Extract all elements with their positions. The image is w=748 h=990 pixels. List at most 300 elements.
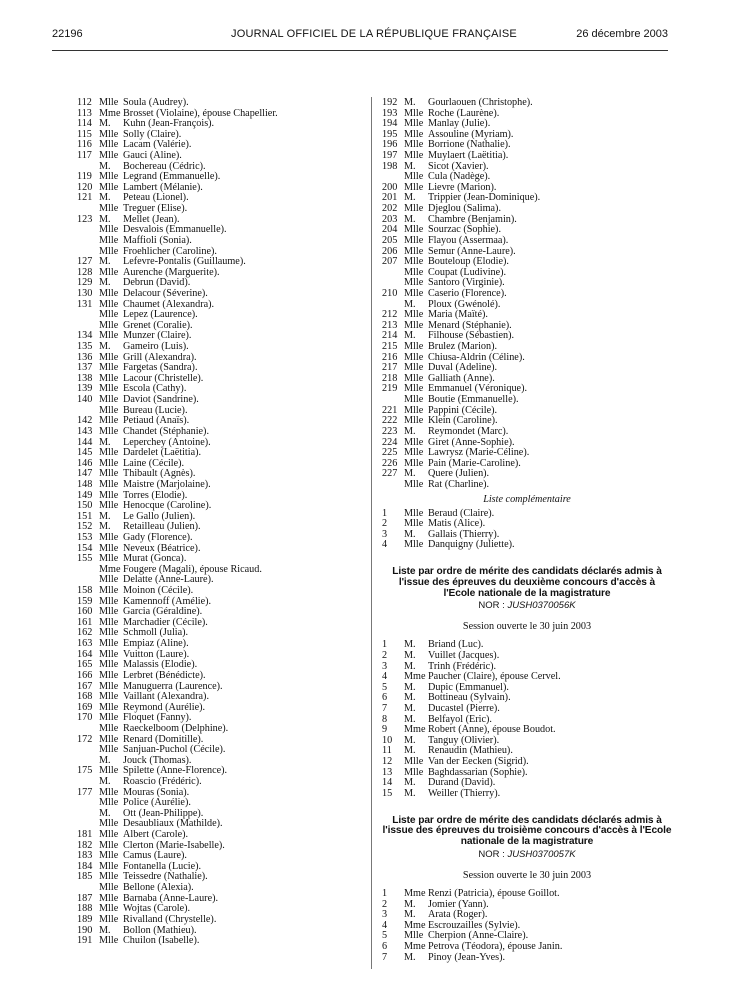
- list-item: [382, 778, 672, 789]
- rank-number: 223: [382, 425, 398, 437]
- candidate-name: Manuguerra (Laurence).: [123, 680, 223, 692]
- rank-number: 148: [77, 478, 93, 490]
- civility-title: Mlle: [99, 415, 119, 427]
- rank-number: 163: [77, 638, 93, 650]
- list-item: [78, 225, 363, 236]
- rank-number: 172: [77, 733, 93, 745]
- civility-title: M.: [404, 528, 416, 540]
- list-item: [78, 183, 363, 194]
- nor-code: JUSH0370056K: [507, 600, 576, 612]
- civility-title: Mlle: [99, 850, 119, 862]
- candidate-name: Fargetas (Sandra).: [123, 362, 198, 374]
- candidate-name: Ducastel (Pierre).: [428, 703, 500, 715]
- rank-number: 215: [382, 341, 398, 353]
- header-rule: [52, 50, 668, 51]
- list-item: [382, 683, 672, 694]
- list-item: [382, 519, 672, 530]
- rank-number: [382, 268, 404, 279]
- list-item: [382, 900, 672, 911]
- list-item: [78, 682, 363, 693]
- rank-number: 140: [77, 394, 93, 406]
- civility-title: Mlle: [99, 500, 119, 512]
- list-item: [382, 289, 672, 300]
- list-item: [78, 544, 363, 555]
- civility-title: M.: [404, 703, 416, 715]
- rank-number: 5: [382, 681, 388, 693]
- candidate-name: Borrione (Nathalie).: [428, 139, 511, 151]
- civility-title: Mlle: [99, 680, 119, 692]
- list-item: [78, 862, 363, 873]
- civility-title: Mlle: [99, 234, 119, 246]
- candidate-name: Rivalland (Chrystelle).: [123, 913, 217, 925]
- civility-title: Mlle: [99, 128, 119, 140]
- list-item: [78, 841, 363, 852]
- civility-title: Mlle: [99, 648, 119, 660]
- candidate-name: Pain (Marie-Caroline).: [428, 457, 521, 469]
- civility-title: Mlle: [99, 595, 119, 607]
- rank-number: 4: [382, 919, 388, 931]
- civility-title: Mlle: [404, 107, 424, 119]
- civility-title: M.: [404, 649, 416, 661]
- civility-title: Mlle: [99, 97, 119, 108]
- candidate-name: Pappini (Cécile).: [428, 404, 498, 416]
- civility-title: M.: [404, 97, 416, 108]
- candidate-name: Pinoy (Jean-Yves).: [428, 951, 506, 963]
- civility-title: Mlle: [99, 744, 119, 756]
- candidate-name: Lambert (Mélanie).: [123, 181, 203, 193]
- candidate-name: Quere (Julien).: [428, 468, 490, 480]
- candidate-name: Jomier (Yann).: [428, 898, 489, 910]
- civility-title: Mlle: [99, 903, 119, 915]
- civility-title: Mlle: [404, 245, 424, 257]
- nor-label: NOR :: [478, 848, 505, 860]
- civility-title: Mlle: [99, 722, 119, 734]
- rank-number: 5: [382, 930, 388, 942]
- rank-number: 6: [382, 940, 388, 952]
- rank-number: 192: [382, 97, 398, 108]
- rank-number: 181: [77, 829, 93, 841]
- list-item: [78, 586, 363, 597]
- civility-title: M.: [404, 192, 416, 204]
- rank-number: 158: [77, 585, 93, 597]
- rank-number: 153: [77, 531, 93, 543]
- list-item: [78, 745, 363, 756]
- candidate-name: Desvalois (Emmanuelle).: [123, 224, 227, 236]
- civility-title: M.: [404, 660, 416, 672]
- civility-title: Mlle: [404, 309, 424, 321]
- civility-title: Mlle: [99, 298, 119, 310]
- column-divider: [371, 97, 372, 969]
- rank-number: 120: [77, 181, 93, 193]
- list-item: [78, 926, 363, 937]
- rank-number: 161: [77, 616, 93, 628]
- candidate-name: Maria (Maïté).: [428, 309, 488, 321]
- candidate-name: Bellone (Alexia).: [123, 882, 194, 894]
- list-item: [78, 872, 363, 883]
- list-item: [78, 204, 363, 215]
- civility-title: Mlle: [99, 447, 119, 459]
- rank-number: 219: [382, 383, 398, 395]
- list-item: [382, 257, 672, 268]
- candidate-name: Bureau (Lucie).: [123, 404, 188, 416]
- list-item: [78, 374, 363, 385]
- list-item: [78, 427, 363, 438]
- civility-title: Mlle: [99, 150, 119, 162]
- civility-title: M.: [404, 951, 416, 963]
- rank-number: 213: [382, 319, 398, 331]
- list-item: [382, 363, 672, 374]
- rank-number: 189: [77, 913, 93, 925]
- candidate-name: Galliath (Anne).: [428, 372, 495, 384]
- rank-number: 197: [382, 150, 398, 162]
- candidate-name: Lawrysz (Marie-Céline).: [428, 447, 530, 459]
- candidate-name: Delatte (Anne-Laure).: [123, 574, 214, 586]
- rank-number: 128: [77, 266, 93, 278]
- candidate-name: Chambre (Benjamin).: [428, 213, 517, 225]
- candidate-name: Sicot (Xavier).: [428, 160, 489, 172]
- civility-title: Mlle: [404, 404, 424, 416]
- rank-number: [77, 809, 99, 820]
- civility-title: Mlle: [99, 203, 119, 215]
- rank-number: 10: [382, 734, 393, 746]
- rank-number: 168: [77, 691, 93, 703]
- candidate-name: Kuhn (Jean-François).: [123, 118, 215, 130]
- list-item: [78, 130, 363, 141]
- rank-number: 1: [382, 639, 388, 651]
- candidate-name: Cula (Nadège).: [428, 171, 491, 183]
- civility-title: Mlle: [99, 797, 119, 809]
- rank-number: 162: [77, 627, 93, 639]
- second-concours-section: [382, 567, 672, 800]
- civility-title: M.: [404, 213, 416, 225]
- rank-number: 139: [77, 383, 93, 395]
- candidate-name: Grenet (Coralie).: [123, 319, 193, 331]
- rank-number: 137: [77, 362, 93, 374]
- civility-title: Mlle: [99, 394, 119, 406]
- candidate-name: Weiller (Thierry).: [428, 787, 501, 799]
- rank-number: 191: [77, 935, 93, 947]
- civility-title: Mlle: [404, 383, 424, 395]
- page-number: 22196: [52, 28, 83, 40]
- candidate-name: Bollon (Mathieu).: [123, 924, 197, 936]
- candidate-name: Bottineau (Sylvain).: [428, 692, 511, 704]
- civility-title: Mlle: [99, 606, 119, 618]
- candidate-name: Menard (Stéphanie).: [428, 319, 512, 331]
- list-item: [78, 650, 363, 661]
- rank-number: 8: [382, 713, 388, 725]
- list-item: [78, 384, 363, 395]
- rank-number: 212: [382, 309, 398, 321]
- list-item: [78, 533, 363, 544]
- candidate-name: Lepez (Laurence).: [123, 309, 198, 321]
- list-item: [78, 395, 363, 406]
- rank-number: 131: [77, 298, 93, 310]
- candidate-name: Neveux (Béatrice).: [123, 542, 201, 554]
- rank-number: 169: [77, 701, 93, 713]
- list-item: [78, 798, 363, 809]
- rank-number: 206: [382, 245, 398, 257]
- candidate-name: Delacour (Séverine).: [123, 287, 208, 299]
- rank-number: 1: [382, 507, 388, 519]
- rank-number: 183: [77, 850, 93, 862]
- rank-number: 3: [382, 909, 388, 921]
- rank-number: [77, 565, 99, 576]
- list-item: [382, 119, 672, 130]
- list-item: [78, 788, 363, 799]
- list-item: [382, 172, 672, 183]
- civility-title: Mlle: [404, 478, 424, 490]
- list-item: [78, 512, 363, 523]
- candidate-name: Fougere (Magali), épouse Ricaud.: [123, 563, 262, 575]
- candidate-name: Renard (Domitille).: [123, 733, 204, 745]
- civility-title: Mlle: [404, 930, 424, 942]
- civility-title: Mlle: [99, 638, 119, 650]
- list-item: [382, 640, 672, 651]
- list-item: [78, 724, 363, 735]
- rank-number: [77, 310, 99, 321]
- right-column-list: [382, 98, 672, 491]
- rank-number: 142: [77, 415, 93, 427]
- list-item: [382, 130, 672, 141]
- candidate-name: Garcia (Géraldine).: [123, 606, 203, 618]
- candidate-name: Vuitton (Laure).: [123, 648, 190, 660]
- civility-title: Mlle: [404, 362, 424, 374]
- list-item: [382, 406, 672, 417]
- list-item: [78, 406, 363, 417]
- candidate-name: Lievre (Marion).: [428, 181, 497, 193]
- list-item: [78, 119, 363, 130]
- list-item: [78, 703, 363, 714]
- rank-number: 222: [382, 415, 398, 427]
- rank-number: 210: [382, 287, 398, 299]
- candidate-name: Retailleau (Julien).: [123, 521, 201, 533]
- civility-title: M.: [99, 807, 111, 819]
- candidate-name: Duval (Adeline).: [428, 362, 498, 374]
- civility-title: Mlle: [99, 860, 119, 872]
- candidate-name: Flayou (Assermaa).: [428, 234, 509, 246]
- rank-number: 113: [77, 107, 92, 119]
- civility-title: Mlle: [99, 786, 119, 798]
- list-item: [382, 768, 672, 779]
- candidate-name: Cherpion (Anne-Claire).: [428, 930, 529, 942]
- rank-number: 165: [77, 659, 93, 671]
- candidate-name: Beraud (Claire).: [428, 507, 495, 519]
- candidate-name: Santoro (Virginie).: [428, 277, 505, 289]
- rank-number: 130: [77, 287, 93, 299]
- list-item: [78, 766, 363, 777]
- nor-code: JUSH0370057K: [507, 848, 576, 860]
- third-concours-session: Session ouverte le 30 juin 2003: [462, 869, 592, 881]
- civility-title: Mlle: [99, 733, 119, 745]
- civility-title: M.: [404, 909, 416, 921]
- rank-number: 134: [77, 330, 93, 342]
- civility-title: Mlle: [404, 181, 424, 193]
- candidate-name: Lerbret (Bénédicte).: [123, 669, 206, 681]
- nor-label: NOR :: [478, 600, 505, 612]
- rank-number: 205: [382, 234, 398, 246]
- second-concours-heading: Liste par ordre de mérite des candidats déclarés admis à l'issue des épreuves du deuxième concours d'accès à l'Ecole nationale de la magistrature: [392, 565, 662, 599]
- civility-title: M.: [404, 639, 416, 651]
- civility-title: Mlle: [404, 415, 424, 427]
- list-item: [382, 247, 672, 258]
- list-item: [78, 618, 363, 629]
- candidate-name: Marchadier (Cécile).: [123, 616, 208, 628]
- list-item: [382, 204, 672, 215]
- rank-number: 149: [77, 489, 93, 501]
- candidate-name: Thibault (Agnès).: [123, 468, 196, 480]
- rank-number: 7: [382, 951, 388, 963]
- candidate-name: Petrova (Téodora), épouse Janin.: [428, 940, 563, 952]
- rank-number: 167: [77, 680, 93, 692]
- candidate-name: Gourlaouen (Christophe).: [428, 97, 533, 108]
- candidate-name: Barnaba (Anne-Laure).: [123, 892, 219, 904]
- list-item: [78, 894, 363, 905]
- list-item: [382, 98, 672, 109]
- rank-number: 116: [77, 139, 92, 151]
- civility-title: Mlle: [404, 224, 424, 236]
- civility-title: M.: [404, 777, 416, 789]
- candidate-name: Durand (David).: [428, 777, 496, 789]
- candidate-name: Semur (Anne-Laure).: [428, 245, 516, 257]
- candidate-name: Lacour (Christelle).: [123, 372, 204, 384]
- rank-number: [77, 225, 99, 236]
- candidate-name: Sanjuan-Puchol (Cécile).: [123, 744, 226, 756]
- rank-number: 7: [382, 703, 388, 715]
- rank-number: 198: [382, 160, 398, 172]
- civility-title: Mme: [404, 919, 426, 931]
- rank-number: 203: [382, 213, 398, 225]
- rank-number: 115: [77, 128, 92, 140]
- rank-number: 177: [77, 786, 93, 798]
- list-item: [382, 416, 672, 427]
- rank-number: 207: [382, 256, 398, 268]
- candidate-name: Kamennoff (Amélie).: [123, 595, 212, 607]
- list-item: [382, 427, 672, 438]
- civility-title: Mlle: [404, 128, 424, 140]
- rank-number: [77, 236, 99, 247]
- rank-number: 175: [77, 765, 93, 777]
- candidate-name: Paucher (Claire), épouse Cervel.: [428, 671, 561, 683]
- rank-number: 188: [77, 903, 93, 915]
- candidate-name: Ott (Jean-Philippe).: [123, 807, 204, 819]
- rank-number: 187: [77, 892, 93, 904]
- list-item: [382, 278, 672, 289]
- rank-number: 9: [382, 724, 388, 736]
- second-concours-nor: [382, 601, 672, 613]
- civility-title: Mlle: [99, 531, 119, 543]
- rank-number: 119: [77, 171, 92, 183]
- list-item: [382, 331, 672, 342]
- candidate-name: Treguer (Elise).: [123, 203, 188, 215]
- rank-number: 123: [77, 213, 93, 225]
- civility-title: M.: [99, 118, 111, 130]
- second-concours-session: Session ouverte le 30 juin 2003: [462, 621, 592, 633]
- civility-title: Mlle: [99, 383, 119, 395]
- list-item: [78, 331, 363, 342]
- candidate-name: Muylaert (Laëtitia).: [428, 150, 509, 162]
- candidate-name: Reymond (Aurélie).: [123, 701, 206, 713]
- civility-title: M.: [99, 277, 111, 289]
- list-item: [78, 459, 363, 470]
- candidate-name: Desaubliaux (Mathilde).: [123, 818, 223, 830]
- list-item: [78, 321, 363, 332]
- list-item: [382, 151, 672, 162]
- candidate-name: Trinh (Frédéric).: [428, 660, 497, 672]
- candidate-name: Gauci (Aline).: [123, 150, 182, 162]
- rank-number: 193: [382, 107, 398, 119]
- civility-title: M.: [404, 787, 416, 799]
- candidate-name: Dupic (Emmanuel).: [428, 681, 509, 693]
- candidate-name: Reymondet (Marc).: [428, 425, 509, 437]
- list-item: [382, 480, 672, 491]
- rank-number: [77, 745, 99, 756]
- list-item: [382, 395, 672, 406]
- rank-number: 214: [382, 330, 398, 342]
- rank-number: 15: [382, 787, 393, 799]
- civility-title: Mlle: [99, 171, 119, 183]
- candidate-name: Lacam (Valérie).: [123, 139, 192, 151]
- civility-title: Mlle: [99, 139, 119, 151]
- candidate-name: Mouras (Sonia).: [123, 786, 190, 798]
- list-item: [382, 651, 672, 662]
- rank-number: 152: [77, 521, 93, 533]
- candidate-name: Emmanuel (Véronique).: [428, 383, 528, 395]
- rank-number: 112: [77, 97, 92, 108]
- civility-title: Mlle: [99, 351, 119, 363]
- candidate-name: Wojtas (Carole).: [123, 903, 191, 915]
- list-item: [382, 509, 672, 520]
- candidate-name: Schmoll (Julia).: [123, 627, 189, 639]
- rank-number: 147: [77, 468, 93, 480]
- civility-title: Mlle: [99, 669, 119, 681]
- candidate-name: Police (Aurélie).: [123, 797, 191, 809]
- rank-number: 170: [77, 712, 93, 724]
- list-item: [78, 289, 363, 300]
- list-item: [382, 540, 672, 551]
- candidate-name: Bouteloup (Elodie).: [428, 256, 509, 268]
- rank-number: 135: [77, 341, 93, 353]
- candidate-name: Peteau (Lionel).: [123, 192, 189, 204]
- civility-title: Mlle: [99, 818, 119, 830]
- rank-number: 4: [382, 671, 388, 683]
- list-item: [78, 597, 363, 608]
- list-item: [78, 671, 363, 682]
- rank-number: 201: [382, 192, 398, 204]
- civility-title: Mlle: [404, 118, 424, 130]
- civility-title: Mlle: [404, 234, 424, 246]
- list-item: [78, 151, 363, 162]
- civility-title: M.: [99, 510, 111, 522]
- list-item: [78, 851, 363, 862]
- list-item: [382, 725, 672, 736]
- list-item: [382, 469, 672, 480]
- list-item: [78, 522, 363, 533]
- rank-number: 13: [382, 766, 393, 778]
- civility-title: M.: [99, 521, 111, 533]
- candidate-name: Malassis (Elodie).: [123, 659, 198, 671]
- civility-title: M.: [404, 468, 416, 480]
- rank-number: 3: [382, 660, 388, 672]
- candidate-name: Tanguy (Olivier).: [428, 734, 500, 746]
- rank-number: 2: [382, 898, 388, 910]
- list-item: [78, 140, 363, 151]
- civility-title: Mlle: [99, 829, 119, 841]
- civility-title: Mlle: [99, 372, 119, 384]
- candidate-name: Renzi (Patricia), épouse Goillot.: [428, 887, 560, 899]
- candidate-name: Van der Eecken (Sigrid).: [428, 756, 529, 768]
- candidate-name: Matis (Alice).: [428, 518, 486, 530]
- candidate-name: Chandet (Stéphanie).: [123, 425, 210, 437]
